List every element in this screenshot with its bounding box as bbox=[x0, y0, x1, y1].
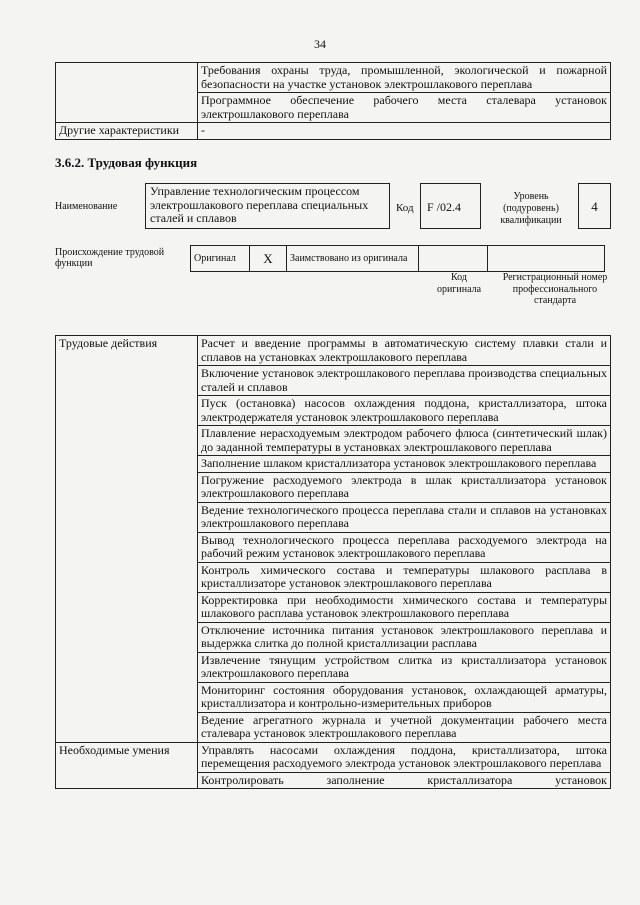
action-item: Заполнение шлаком кристаллизатора установок электрошлакового переплава bbox=[198, 456, 611, 473]
function-name-box: Управление технологическим процессом электрошлакового переплава специальных сталей и сплавов bbox=[145, 183, 390, 229]
other-characteristics-label: Другие характеристики bbox=[56, 123, 198, 140]
labor-function-table bbox=[55, 335, 611, 789]
actions-label: Трудовые действия bbox=[56, 336, 198, 743]
function-code-box: F /02.4 bbox=[420, 183, 481, 229]
action-item: Мониторинг состояния оборудования установок, охлаждающей арматуры, кристаллизатора и контрольно-измерительных приборов bbox=[198, 682, 611, 712]
action-item: Отключение источника питания установок электрошлакового переплава и выдержка слитка до полной кристаллизации расплава bbox=[198, 622, 611, 652]
action-item: Корректировка при необходимости химического состава и температуры шлакового расплава установок электрошлакового переплава bbox=[198, 592, 611, 622]
table-row bbox=[56, 742, 611, 772]
level-label: Уровень (подуровень) квалификации bbox=[500, 191, 562, 226]
action-item: Включение установок электрошлакового переплава производства специальных сталей и сплавов bbox=[198, 366, 611, 396]
action-item: Ведение агрегатного журнала и учетной документации рабочего места сталевара установок электрошлакового переплава bbox=[198, 712, 611, 742]
borrowed-label: Заимствовано из оригинала bbox=[287, 246, 419, 272]
table-cell: Программное обеспечение рабочего места сталевара установок электрошлакового переплава bbox=[198, 93, 611, 123]
page-number: 34 bbox=[314, 37, 326, 51]
original-code-cell bbox=[419, 246, 488, 272]
table-cell-empty bbox=[56, 63, 198, 123]
registration-number-cell bbox=[488, 246, 605, 272]
table-row bbox=[56, 336, 611, 366]
action-item: Извлечение тянущим устройством слитка из кристаллизатора установок электрошлакового переплава bbox=[198, 652, 611, 682]
original-label: Оригинал bbox=[191, 246, 250, 272]
skill-item: Контролировать заполнение кристаллизатора установок bbox=[198, 772, 611, 789]
origin-table bbox=[190, 245, 605, 272]
skills-label: Необходимые умения bbox=[56, 742, 198, 789]
code-caption: Код оригинала bbox=[436, 272, 482, 295]
registration-caption: Регистрационный номер профессионального стандарта bbox=[502, 272, 608, 306]
action-item: Погружение расходуемого электрода в шлак кристаллизатора установок электрошлакового переплава bbox=[198, 472, 611, 502]
original-mark: X bbox=[250, 246, 287, 272]
table-row bbox=[56, 63, 611, 93]
action-item: Расчет и введение программы в автоматическую систему плавки стали и сплавов на установках электрошлакового переплава bbox=[198, 336, 611, 366]
action-item: Пуск (остановка) насосов охлаждения поддона, кристаллизатора, штока электродержателя установок электрошлакового переплава bbox=[198, 396, 611, 426]
table-cell: Требования охраны труда, промышленной, экологической и пожарной безопасности на участке установок электрошлакового переплава bbox=[198, 63, 611, 93]
action-item: Контроль химического состава и температуры шлакового расплава в кристаллизаторе установок электрошлакового переплава bbox=[198, 562, 611, 592]
skill-item: Управлять насосами охлаждения поддона, кристаллизатора, штока перемещения расходуемого электрода установок электрошлакового переплава bbox=[198, 742, 611, 772]
table-row bbox=[56, 123, 611, 140]
action-item: Ведение технологического процесса переплава стали и сплавов на установках электрошлакового переплава bbox=[198, 502, 611, 532]
origin-label: Происхождение трудовой функции bbox=[55, 247, 165, 269]
action-item: Вывод технологического процесса переплава расходуемого электрода на рабочий режим установок электрошлакового переплава bbox=[198, 532, 611, 562]
level-box: 4 bbox=[578, 183, 611, 229]
section-title: 3.6.2. Трудовая функция bbox=[55, 155, 198, 170]
name-label: Наименование bbox=[55, 201, 118, 212]
characteristics-table bbox=[55, 62, 611, 140]
code-label: Код bbox=[396, 202, 414, 214]
table-cell: - bbox=[198, 123, 611, 140]
table-row bbox=[191, 246, 605, 272]
action-item: Плавление нерасходуемым электродом рабочего флюса (синтетический шлак) до заданной температуры в установках электрошлакового переплава bbox=[198, 426, 611, 456]
